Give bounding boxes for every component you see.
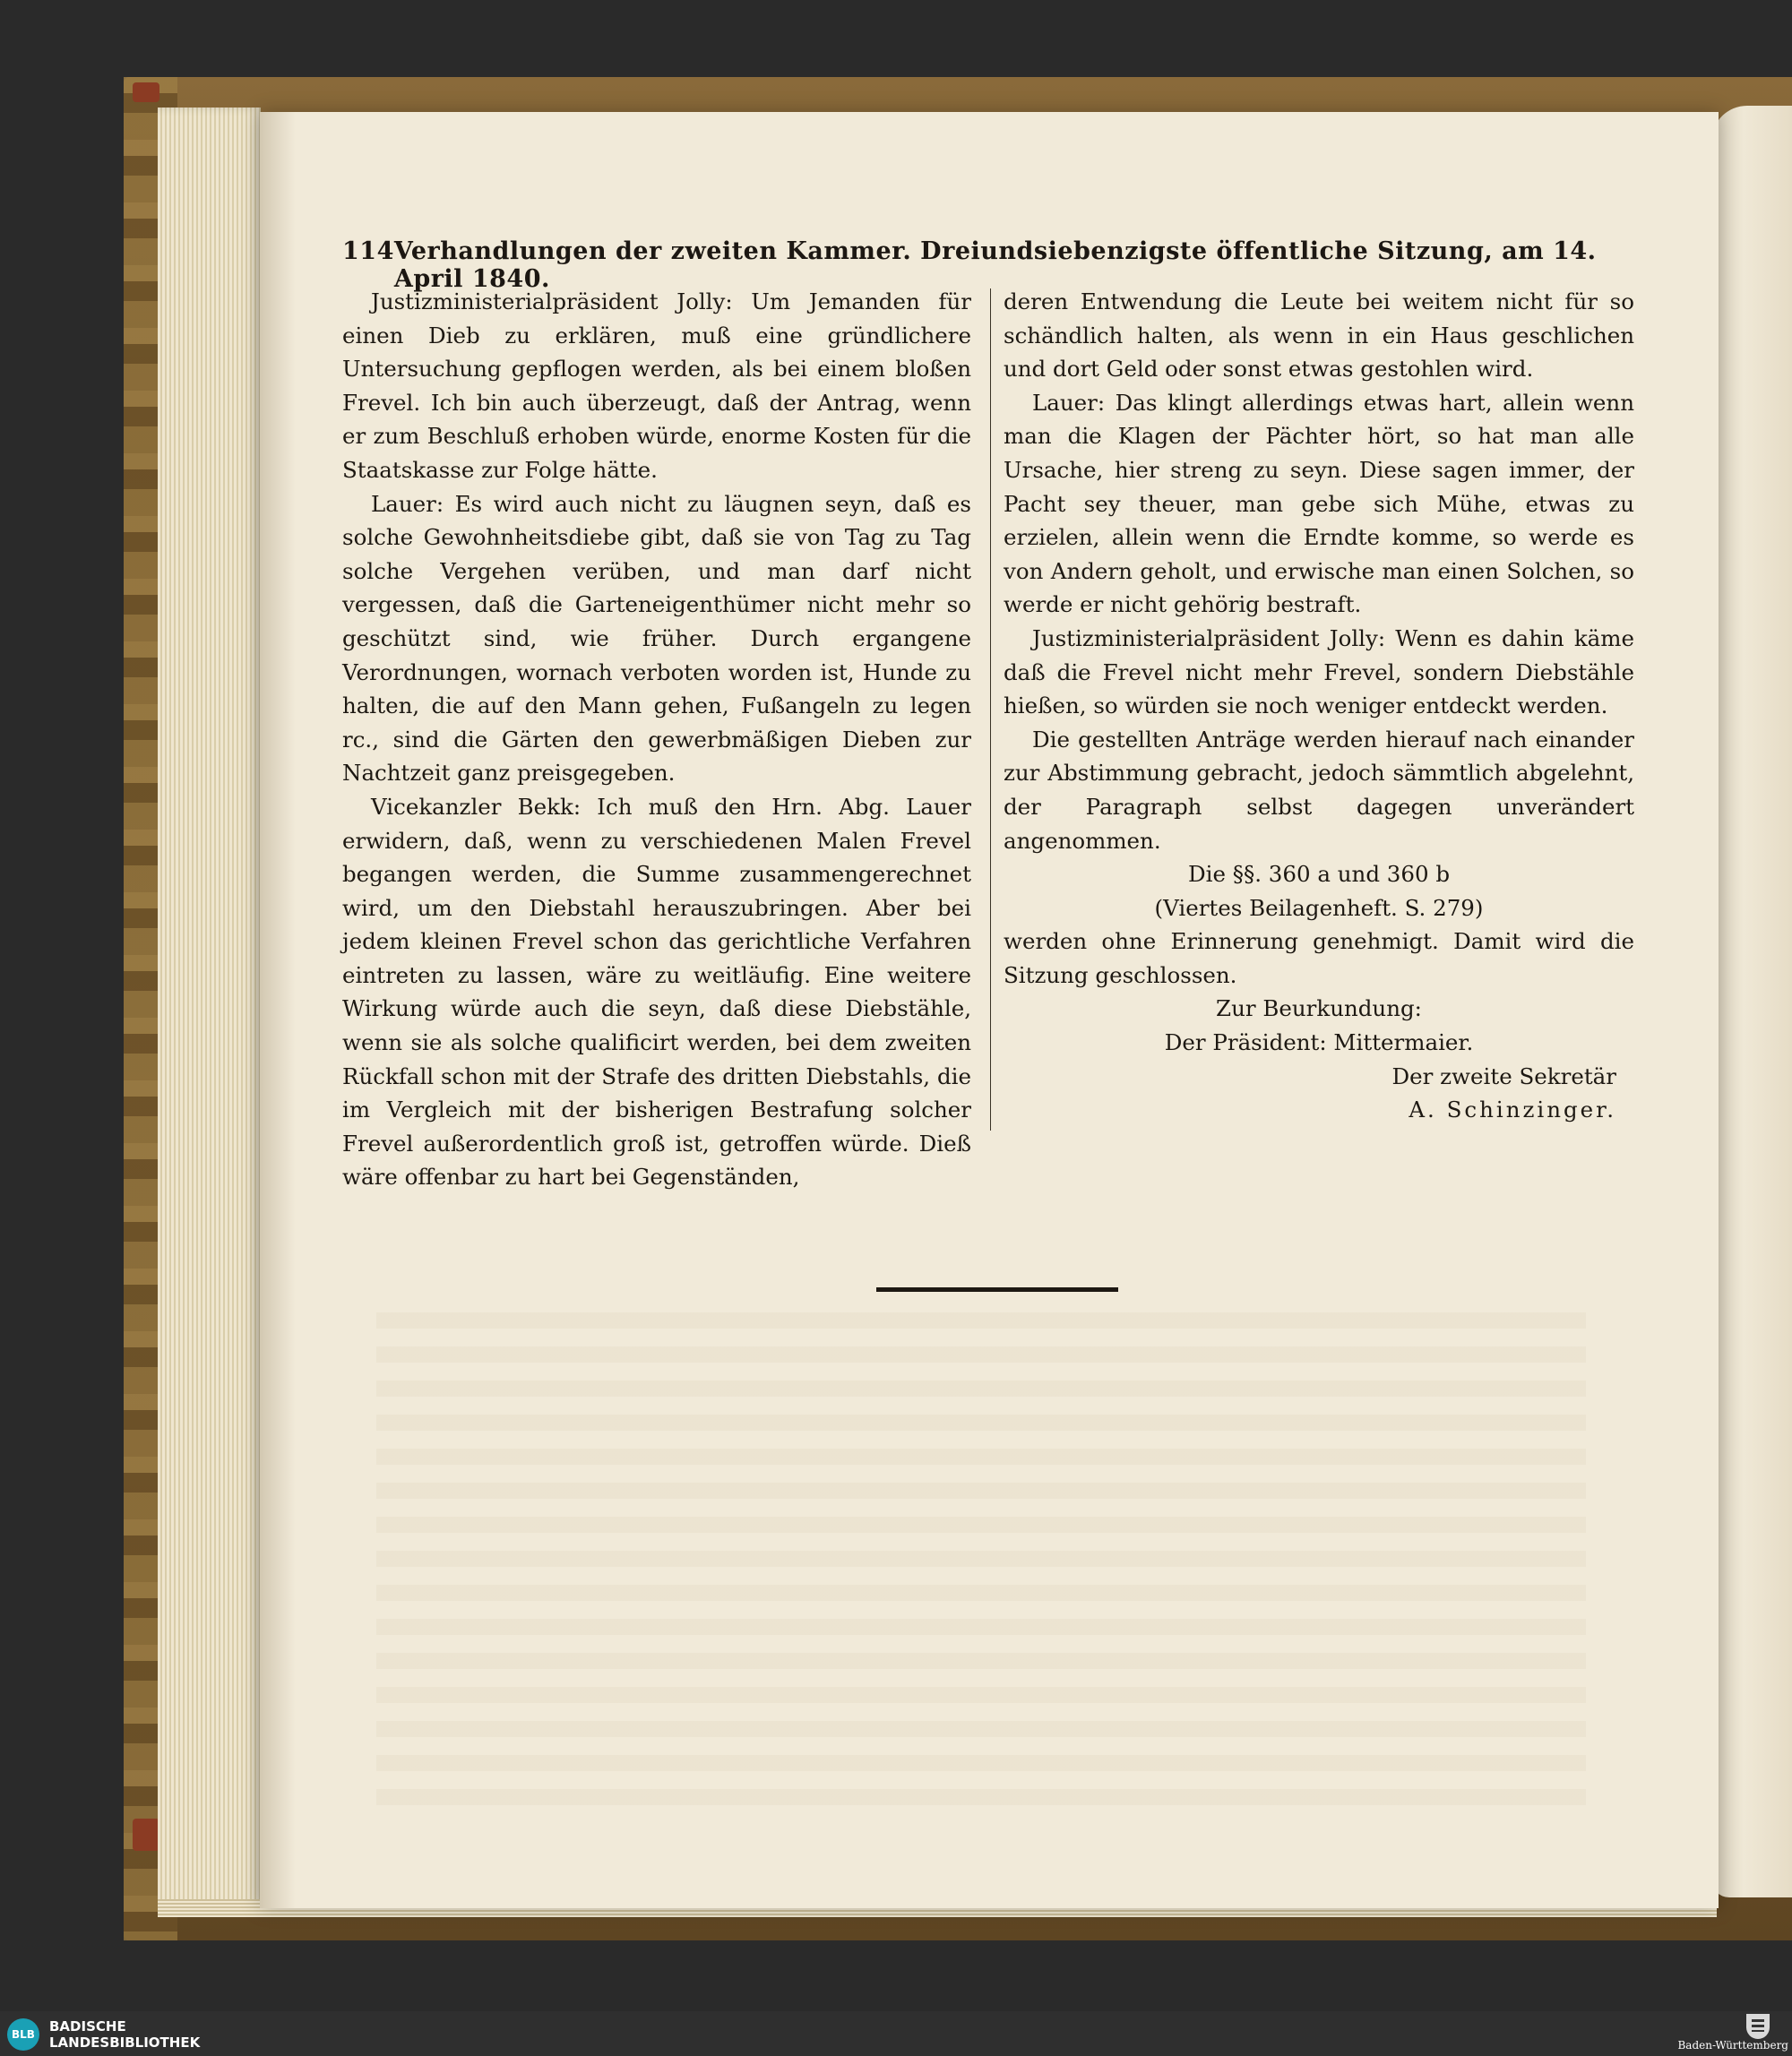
facing-page-edge (1711, 106, 1792, 1897)
library-line1: BADISCHE (49, 2018, 126, 2034)
page-number: 114 (342, 237, 394, 265)
library-line2: LANDESBIBLIOTHEK (49, 2034, 201, 2051)
right-column (1004, 285, 1634, 1127)
corner-leather-top (133, 82, 159, 102)
left-column (342, 285, 971, 1194)
corner-leather-bottom (133, 1819, 159, 1851)
paragraph-continuation: deren Entwendung die Leute bei weitem nicht für so schändlich halten, als wenn in ein Haus geschlichen und dort Geld oder sonst etwas gestohlen wird. (1004, 288, 1634, 383)
paragraph-jolly-2: Justizministerialpräsident Jolly: Wenn es dahin käme daß die Frevel nicht mehr Frevel, sondern Diebstähle hießen, so würden sie noch weniger entdeckt werden. (1004, 624, 1634, 719)
column-divider (990, 288, 991, 1131)
library-name[interactable] (49, 2018, 200, 2051)
closing-sentence: werden ohne Erinnerung genehmigt. Damit wird die Sitzung geschlossen. (1004, 928, 1634, 988)
region-name: Baden-Württemberg (1677, 2039, 1788, 2052)
secretary-name: A. Schinzinger. (1409, 1097, 1616, 1123)
book-page (260, 112, 1719, 1908)
president-signature: Der Präsident: Mittermaier. (1164, 1029, 1474, 1056)
running-title: Verhandlungen der zweiten Kammer. Dreiundsiebenzigste öffentliche Sitzung, am 14. April 1840. (393, 237, 1597, 293)
page-stack-edge (158, 108, 261, 1908)
paragraph-vote: Die gestellten Anträge werden hierauf nach einander zur Abstimmung gebracht, jedoch sämmtlich abgelehnt, der Paragraph selbst dagegen unverändert angenommen. (1004, 726, 1634, 854)
coat-of-arms-icon (1746, 2014, 1770, 2039)
blb-logo-icon[interactable]: BLB (7, 2018, 39, 2051)
paragraph-lauer-1: Lauer: Es wird auch nicht zu läugnen seyn, daß es solche Gewohnheitsdiebe gibt, daß sie von Tag zu Tag solche Vergehen verüben, und man darf nicht vergessen, daß die Garteneigenthümer nicht mehr so geschützt sind, wie früher. Durch ergangene Verordnungen, wornach verboten worden ist, Hunde zu halten, die auf den Mann gehen, Fußangeln zu legen rc., sind die Gärten den gewerbmäßigen Dieben zur Nachtzeit ganz preisgegeben. (342, 490, 971, 787)
certification-heading: Zur Beurkundung: (1216, 995, 1422, 1022)
show-through-text (376, 1303, 1586, 1805)
section-reference: Die §§. 360 a und 360 b (1187, 861, 1451, 888)
end-rule (876, 1287, 1118, 1292)
paragraph-jolly-1: Justizministerialpräsident Jolly: Um Jemanden für einen Dieb zu erklären, muß eine gründlichere Untersuchung gepflogen werden, als bei einem bloßen Frevel. Ich bin auch überzeugt, daß der Antrag, wenn er zum Beschluß erhoben würde, enorme Kosten für die Staatskasse zur Folge hätte. (342, 288, 971, 483)
paragraph-lauer-2: Lauer: Das klingt allerdings etwas hart, allein wenn man die Klagen der Pächter hört, so hat man alle Ursache, hier streng zu seyn. Diese sagen immer, der Pacht sey theuer, man gebe sich Mühe, etwas zu erzielen, allein wenn die Erndte komme, so werde es von Andern geholt, und erwische man einen Solchen, so werde er nicht gehörig bestraft. (1004, 389, 1634, 618)
footer-bar (0, 2011, 1792, 2056)
secretary-title: Der zweite Sekretär (1391, 1062, 1616, 1089)
section-source: (Viertes Beilagenheft. S. 279) (1154, 894, 1484, 921)
paragraph-bekk: Vicekanzler Bekk: Ich muß den Hrn. Abg. Lauer erwidern, daß, wenn zu verschiedenen Malen Frevel begangen werden, die Summe zusammengerechnet wird, um den Diebstahl herauszubringen. Aber bei jedem kleinen Frevel schon das gerichtliche Verfahren eintreten zu lassen, wäre zu weitläufig. Eine weitere Wirkung würde auch die seyn, daß diese Diebstähle, wenn sie als solche qualificirt werden, bei dem zweiten Rückfall schon mit der Strafe des dritten Diebstahls, die im Vergleich mit der bisherigen Bestrafung solcher Frevel außerordentlich groß ist, getroffen würde. Dieß wäre offenbar zu hart bei Gegenständen, (342, 793, 971, 1191)
